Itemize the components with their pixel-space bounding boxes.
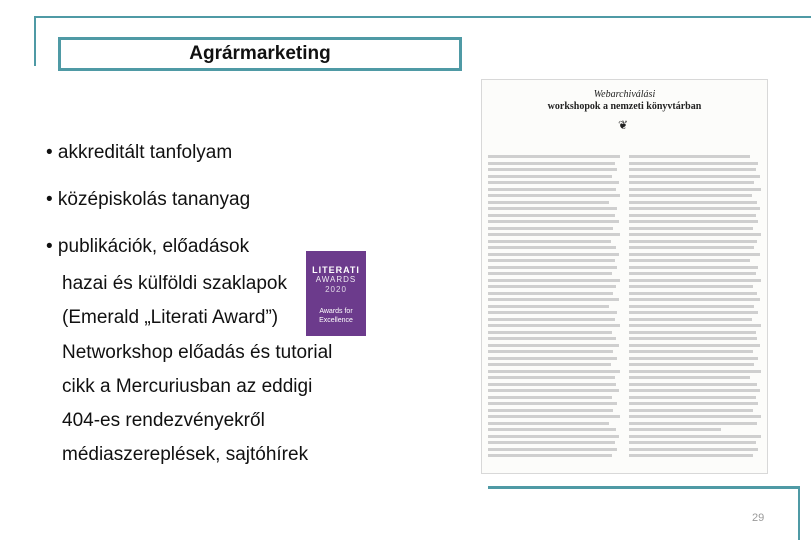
article-text-line (488, 233, 620, 236)
article-text-line (629, 389, 760, 392)
article-text-line (488, 266, 617, 269)
article-text-line (629, 415, 761, 418)
sub-item-mercurius-article: cikk a Mercuriusban az eddigi (62, 376, 313, 397)
article-text-line (488, 344, 619, 347)
article-text-line (488, 383, 616, 386)
article-column-right (629, 155, 761, 467)
article-text-line (629, 292, 757, 295)
article-text-line (629, 266, 758, 269)
fleuron-icon: ❦ (618, 118, 629, 132)
frame-left-line (34, 16, 36, 66)
bullet-accredited-course: • akkreditált tanfolyam (46, 142, 233, 163)
article-text-line (629, 168, 756, 171)
article-text-line (488, 389, 619, 392)
article-text-line (629, 188, 761, 191)
article-text-line (629, 441, 756, 444)
article-text-line (629, 331, 756, 334)
article-text-line (488, 402, 617, 405)
article-text-line (629, 181, 754, 184)
article-text-line (629, 194, 752, 197)
bullet-secondary-school-material: • középiskolás tananyag (46, 189, 251, 210)
award-line-1: LITERATI (312, 265, 360, 275)
article-text-line (629, 214, 756, 217)
article-text-line (488, 194, 620, 197)
literati-award-badge (306, 251, 366, 336)
article-text-line (629, 324, 761, 327)
article-text-line (629, 201, 757, 204)
article-text-line (488, 240, 611, 243)
article-text-line (629, 383, 757, 386)
article-scan (481, 79, 768, 474)
article-text-line (488, 415, 620, 418)
slide-title (58, 37, 462, 71)
article-text-line (488, 448, 617, 451)
article-text-line (629, 428, 721, 431)
award-line-3: 2020 (325, 285, 347, 294)
article-text-line (629, 370, 761, 373)
article-text-line (629, 175, 760, 178)
article-text-line (488, 409, 613, 412)
article-text-line (488, 441, 615, 444)
sub-item-media: médiaszereplések, sajtóhírek (62, 444, 309, 465)
article-text-line (488, 311, 617, 314)
article-text-line (488, 272, 612, 275)
sub-item-journals: hazai és külföldi szaklapok (62, 273, 287, 294)
article-text-line (488, 363, 611, 366)
article-heading-line-2: workshopok a nemzeti könyvtárban (547, 101, 702, 112)
article-text-line (629, 246, 754, 249)
article-column-left (488, 155, 620, 467)
article-heading-line-1: Webarchiválási (593, 89, 656, 100)
sub-item-emerald-award: (Emerald „Literati Award”) (62, 307, 279, 328)
page-number: 29 (752, 512, 765, 524)
slide-title-text: Agrármarketing (189, 43, 331, 64)
article-text-line (629, 435, 761, 438)
article-text-line (488, 162, 615, 165)
article-text-line (629, 240, 757, 243)
article-text-line (629, 207, 760, 210)
article-text-line (488, 357, 617, 360)
article-text-line (629, 285, 753, 288)
article-text-line (629, 155, 750, 158)
article-text-line (629, 448, 758, 451)
article-text-line (488, 168, 617, 171)
article-text-line (488, 350, 613, 353)
article-text-line (488, 428, 616, 431)
article-body (488, 155, 761, 467)
article-text-line (488, 246, 616, 249)
article-text-line (488, 279, 620, 282)
article-text-line (488, 227, 613, 230)
article-text-line (488, 396, 612, 399)
article-text-line (488, 181, 619, 184)
article-text-line (488, 201, 609, 204)
article-text-line (488, 285, 616, 288)
article-text-line (488, 207, 617, 210)
frame-top-line (34, 16, 811, 18)
article-text-line (488, 253, 619, 256)
article-text-line (629, 253, 760, 256)
article-text-line (629, 454, 753, 457)
article-text-line (488, 175, 612, 178)
article-text-line (629, 344, 760, 347)
article-text-line (488, 298, 619, 301)
article-text-line (488, 259, 615, 262)
article-text-line (488, 331, 612, 334)
article-text-line (629, 298, 760, 301)
article-text-line (488, 220, 619, 223)
article-text-line (629, 337, 757, 340)
article-text-line (488, 337, 616, 340)
bullet-publications: • publikációk, előadások (46, 236, 250, 257)
award-line-4: Awards for Excellence (319, 308, 353, 324)
article-text-line (629, 311, 758, 314)
article-text-line (629, 272, 756, 275)
article-text-line (488, 305, 609, 308)
article-text-line (488, 376, 615, 379)
article-text-line (629, 422, 757, 425)
article-text-line (629, 357, 758, 360)
article-text-line (488, 454, 612, 457)
article-text-line (488, 188, 616, 191)
award-line-2: AWARDS (315, 275, 357, 284)
sub-item-events: 404-es rendezvényekről (62, 410, 265, 431)
article-text-line (629, 233, 761, 236)
article-text-line (629, 363, 754, 366)
article-text-line (629, 162, 758, 165)
article-text-line (629, 220, 758, 223)
article-text-line (629, 402, 758, 405)
article-text-line (629, 409, 753, 412)
frame-bottom-line (488, 486, 800, 489)
article-text-line (629, 396, 756, 399)
article-text-line (629, 376, 750, 379)
frame-right-line (798, 486, 800, 540)
article-text-line (629, 318, 752, 321)
article-text-line (488, 324, 620, 327)
article-text-line (488, 318, 615, 321)
article-text-line (488, 422, 609, 425)
article-text-line (629, 227, 753, 230)
article-text-line (629, 350, 753, 353)
article-text-line (488, 370, 620, 373)
article-text-line (488, 435, 619, 438)
article-text-line (488, 292, 613, 295)
article-text-line (488, 214, 615, 217)
article-text-line (629, 305, 754, 308)
article-text-line (629, 279, 761, 282)
article-text-line (629, 259, 750, 262)
article-text-line (488, 155, 620, 158)
sub-item-networkshop: Networkshop előadás és tutorial (62, 342, 333, 363)
